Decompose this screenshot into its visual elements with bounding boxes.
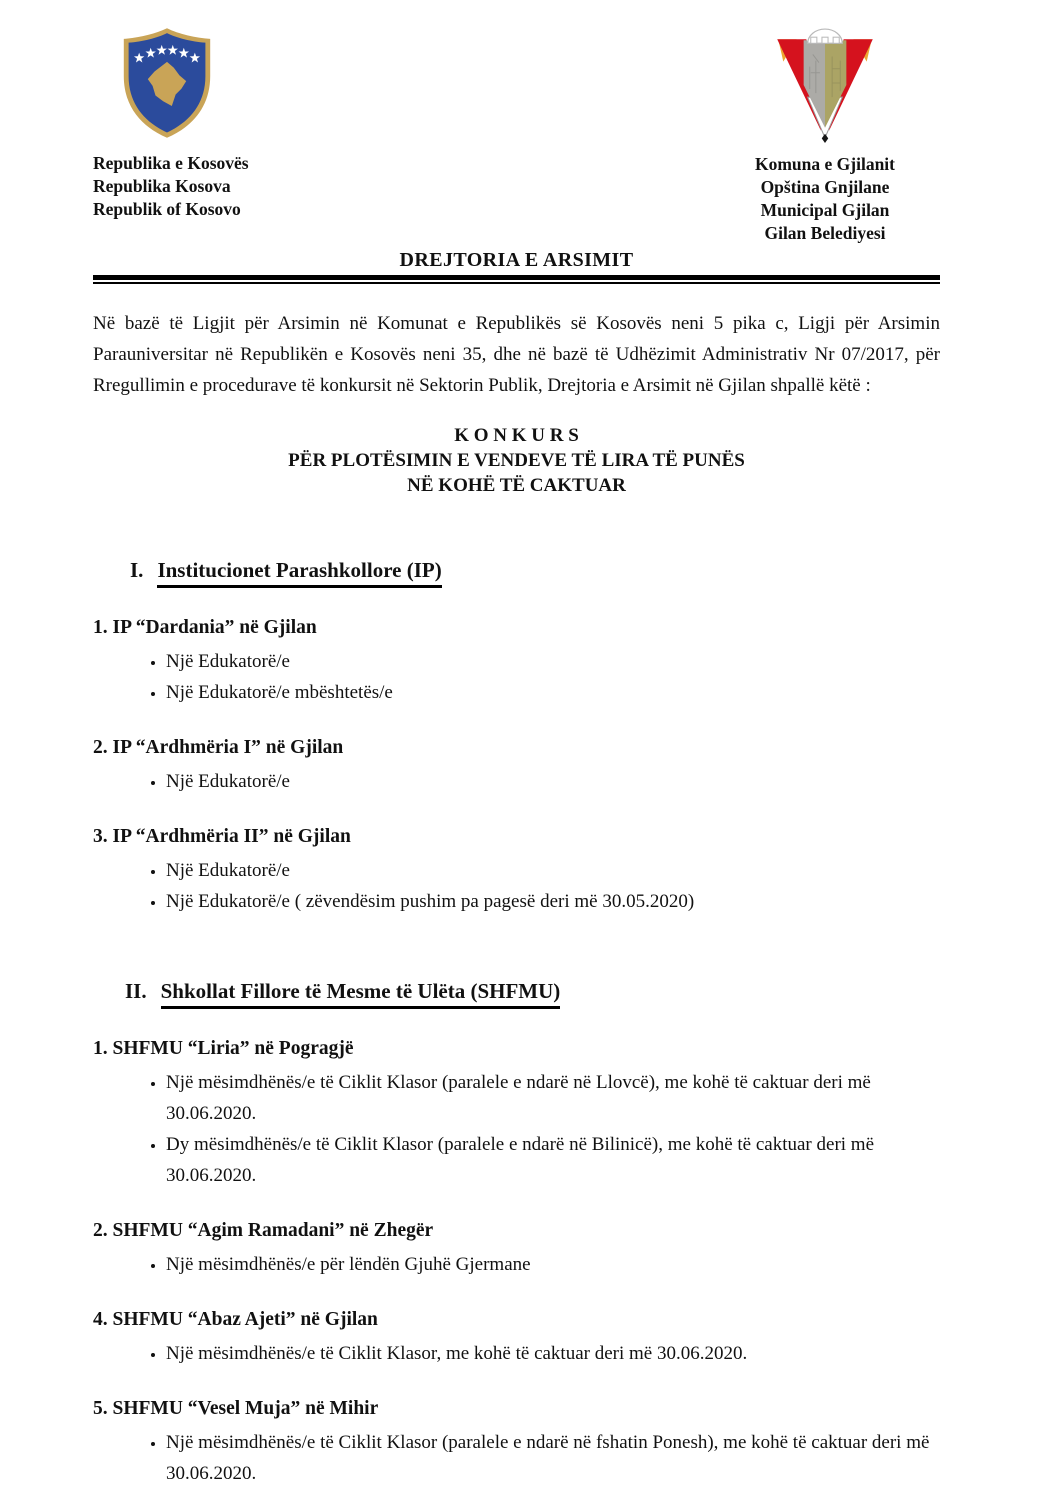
header-right-block (710, 26, 940, 245)
entry-ip-ardhmeria-1 (93, 735, 940, 797)
section-heading-primary-schools (125, 979, 940, 1009)
announcement-subtitle-1: PËR PLOTËSIMIN E VENDEVE TË LIRA TË PUNËS (288, 450, 745, 471)
bullet-item: • Një Edukatorë/e ( zëvendësim pushim pa pagesë deri më 30.05.2020) (166, 886, 940, 917)
section-numeral: II. (125, 979, 147, 1003)
gjilan-line-albanian: Komuna e Gjilanit (754, 154, 895, 174)
kosovo-emblem-svg (119, 26, 215, 140)
announcement-title-block (93, 423, 940, 498)
kosovo-title-lines (93, 152, 413, 221)
entry-heading: 2. SHFMU “Agim Ramadani” në Zhegër (93, 1220, 434, 1241)
gjilan-line-english: Municipal Gjilan (760, 200, 890, 220)
bullet-item: • Një Edukatorë/e (166, 855, 940, 886)
entry-heading: 1. IP “Dardania” në Gjilan (93, 617, 317, 638)
document-header (93, 26, 940, 245)
bullet-item: • Një Edukatorë/e mbështetës/e (166, 677, 940, 708)
entry-bullet-list (93, 855, 940, 917)
kosovo-line-albanian: Republika e Kosovës (93, 153, 249, 173)
kosovo-coat-of-arms-icon (119, 26, 413, 145)
kosovo-line-serbian: Republika Kosova (93, 176, 231, 196)
entry-shfmu-liria (93, 1036, 940, 1191)
gjilan-line-turkish: Gilan Belediyesi (764, 223, 886, 243)
gjilan-title-lines (710, 153, 940, 245)
bullet-item: • Një Edukatorë/e (166, 766, 940, 797)
kosovo-line-english: Republik of Kosovo (93, 199, 241, 219)
gjilan-line-serbian: Opština Gnjilane (760, 177, 890, 197)
bullet-item: • Një mësimdhënës/e për lëndën Gjuhë Gjermane (166, 1249, 940, 1280)
header-divider-rule (93, 275, 940, 284)
bullet-item: • Një mësimdhënës/e të Ciklit Klasor, me kohë të caktuar deri më 30.06.2020. (166, 1338, 940, 1369)
entry-heading: 2. IP “Ardhmëria I” në Gjilan (93, 737, 344, 758)
entry-bullet-list (93, 1249, 940, 1280)
bullet-item: • Një mësimdhënës/e të Ciklit Klasor (paralele e ndarë në fshatin Ponesh), me kohë të caktuar deri më 30.06.2020. (166, 1427, 940, 1489)
entry-ip-ardhmeria-2 (93, 824, 940, 917)
entry-heading: 5. SHFMU “Vesel Muja” në Mihir (93, 1398, 379, 1419)
entry-shfmu-agim-ramadani (93, 1218, 940, 1280)
section-numeral: I. (130, 558, 144, 582)
entry-bullet-list (93, 1427, 940, 1489)
entry-heading: 3. IP “Ardhmëria II” në Gjilan (93, 826, 351, 847)
section-heading-preschool (130, 558, 940, 588)
entry-bullet-list (93, 1338, 940, 1369)
entry-bullet-list (93, 1067, 940, 1191)
gjilan-municipality-emblem-icon (710, 26, 940, 146)
section-title: Shkollat Fillore të Mesme të Ulëta (SHFMU) (161, 979, 561, 1009)
announcement-subtitle-2: NË KOHË TË CAKTUAR (407, 475, 626, 496)
section-title: Institucionet Parashkollore (IP) (157, 558, 441, 588)
entry-bullet-list (93, 766, 940, 797)
entry-shfmu-vesel-muja (93, 1396, 940, 1489)
entry-ip-dardania (93, 615, 940, 708)
entry-shfmu-abaz-ajeti (93, 1307, 940, 1369)
entry-heading: 1. SHFMU “Liria” në Pogragjë (93, 1038, 354, 1059)
entry-heading: 4. SHFMU “Abaz Ajeti” në Gjilan (93, 1309, 378, 1330)
bullet-item: • Dy mësimdhënës/e të Ciklit Klasor (paralele e ndarë në Bilinicë), me kohë të caktuar deri më 30.06.2020. (166, 1129, 940, 1191)
bullet-item: • Një mësimdhënës/e të Ciklit Klasor (paralele e ndarë në Llovcë), me kohë të caktuar deri më 30.06.2020. (166, 1067, 940, 1129)
intro-paragraph: Në bazë të Ligjit për Arsimin në Komunat e Republikës së Kosovës neni 5 pika c, Ligji për Arsimin Parauniversitar në Republikën e Kosovës neni 35, dhe në bazë të Udhëzimit Administrativ Nr 07/2017, për Rregullimin e procedurave të konkursit në Sektorin Publik, Drejtoria e Arsimit në Gjilan shpallë këtë : (93, 313, 940, 396)
announcement-title: K O N K U R S (454, 425, 579, 446)
entry-bullet-list (93, 646, 940, 708)
gjilan-emblem-svg (769, 26, 881, 146)
bullet-item: • Një Edukatorë/e (166, 646, 940, 677)
header-left-block (93, 26, 413, 221)
department-title: DREJTORIA E ARSIMIT (399, 249, 634, 271)
